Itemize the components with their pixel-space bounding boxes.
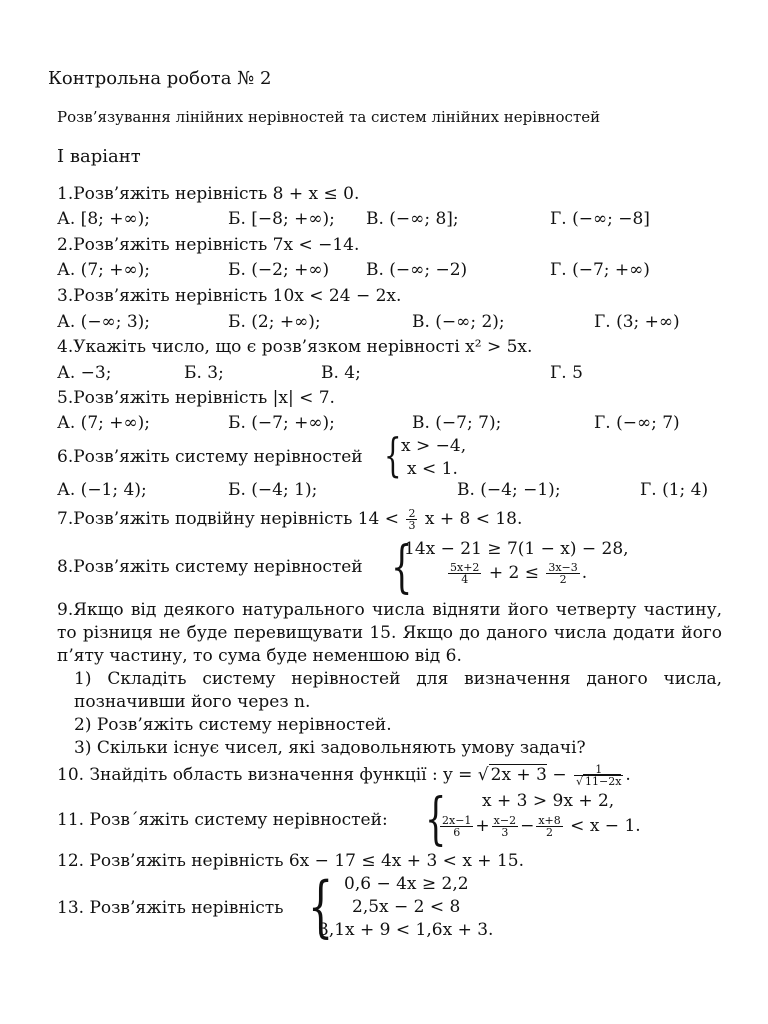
task-12-question: 12. Розв’яжіть нерівність 6x − 17 ≤ 4x + 3 < x + 15.	[57, 851, 524, 871]
task-1-option-b: Б. [−8; +∞);	[228, 209, 335, 229]
fraction-denominator: 2	[559, 573, 567, 586]
task-4-option-d: Г. 5	[550, 363, 583, 383]
task-7-question	[57, 508, 522, 531]
sqrt-radicand: 2x + 3	[490, 765, 547, 785]
sqrt-radicand: 11−2x	[584, 775, 622, 788]
task-1-question: 1.Розв’яжіть нерівність 8 + x ≤ 0.	[57, 184, 360, 204]
task-10-question	[57, 764, 631, 787]
fraction	[546, 562, 579, 585]
fraction	[536, 815, 562, 838]
task-4-option-a: А. −3;	[57, 363, 112, 383]
task-9-sub-1: 1) Складіть систему нерівностей для визначення даного числа, позначивши його через n.	[74, 669, 722, 712]
task-5-option-d: Г. (−∞; 7)	[594, 413, 680, 433]
sqrt-symbol: √	[477, 765, 489, 785]
task-2-option-a: А. (7; +∞);	[57, 260, 151, 280]
fraction	[492, 815, 518, 838]
task-9-paragraph	[57, 599, 722, 760]
system-brace: {	[391, 535, 413, 600]
task-13-system-line-1: 0,6 − 4x ≥ 2,2	[344, 874, 469, 894]
task-3-option-b: Б. (2; +∞);	[228, 312, 321, 332]
task-3-question: 3.Розв’яжіть нерівність 10x < 24 − 2x.	[57, 286, 402, 306]
fraction-denominator: 3	[501, 826, 509, 839]
task-8-mid: + 2 ≤	[488, 563, 539, 583]
fraction-numerator: 3x−3	[548, 561, 578, 574]
task-11-tail: < x − 1.	[570, 816, 641, 836]
task-2-option-d: Г. (−7; +∞)	[550, 260, 650, 280]
fraction-denominator: √ 11−2x	[575, 775, 622, 788]
page-title: Контрольна робота № 2	[48, 68, 272, 89]
task-11-system-line-1: x + 3 > 9x + 2,	[482, 791, 615, 811]
task-8-question: 8.Розв’яжіть систему нерівностей	[57, 557, 363, 577]
task-5-option-a: А. (7; +∞);	[57, 413, 151, 433]
task-6-system-line-2: x < 1.	[407, 459, 458, 479]
task-1-option-d: Г. (−∞; −8]	[550, 209, 650, 229]
fraction	[574, 764, 623, 787]
task-1-option-c: В. (−∞; 8];	[366, 209, 459, 229]
task-8-system-line-1: 14x − 21 ≥ 7(1 − x) − 28,	[404, 539, 629, 559]
task-13-system-line-2: 2,5x − 2 < 8	[352, 897, 461, 917]
page-subtitle: Розв’язування лінійних нерівностей та систем лінійних нерівностей	[57, 108, 601, 126]
task-6-option-c: В. (−4; −1);	[457, 480, 561, 500]
minus-sign: −	[552, 765, 567, 785]
task-5-option-b: Б. (−7; +∞);	[228, 413, 335, 433]
system-brace: {	[384, 428, 402, 482]
fraction-numerator: x+8	[538, 814, 561, 827]
system-brace: {	[425, 787, 447, 852]
task-4-question: 4.Укажіть число, що є розв’язком нерівності x² > 5x.	[57, 337, 533, 357]
task-2-option-c: В. (−∞; −2)	[366, 260, 468, 280]
variant-label: І варіант	[57, 146, 141, 167]
task-9-text: 9.Якщо від деякого натурального числа відняти його четверту частину, то різниця не буде перевищувати 15. Якщо до даного числа додати його п’яту частину, то сума буде неменшою від 6.	[57, 600, 722, 666]
fraction-numerator: 5x+2	[450, 561, 480, 574]
task-6-option-d: Г. (1; 4)	[640, 480, 709, 500]
task-10-text: 10. Знайдіть область визначення функції : y =	[57, 765, 473, 785]
task-4-option-b: Б. 3;	[184, 363, 224, 383]
task-3-option-d: Г. (3; +∞)	[594, 312, 680, 332]
system-brace: {	[308, 868, 334, 945]
task-7-fraction	[406, 508, 417, 531]
task-10-end: .	[625, 765, 631, 785]
task-9-sub-2: 2) Розв’яжіть систему нерівностей.	[74, 715, 392, 735]
task-6-option-b: Б. (−4; 1);	[228, 480, 318, 500]
task-8-system-line-2	[446, 562, 587, 585]
task-1-option-a: А. [8; +∞);	[57, 209, 151, 229]
fraction	[448, 562, 481, 585]
task-2-option-b: Б. (−2; +∞)	[228, 260, 330, 280]
task-11-question: 11. Розв´яжіть систему нерівностей:	[57, 810, 388, 830]
task-3-option-c: В. (−∞; 2);	[412, 312, 505, 332]
task-9-sub-3: 3) Скільки існує чисел, які задовольняють умову задачі?	[74, 738, 586, 758]
task-5-option-c: В. (−7; 7);	[412, 413, 502, 433]
fraction-numerator: x−2	[493, 814, 517, 827]
fraction-numerator: 2x−1	[442, 814, 472, 827]
task-6-option-a: А. (−1; 4);	[57, 480, 147, 500]
task-2-question: 2.Розв’яжіть нерівність 7x < −14.	[57, 235, 360, 255]
fraction-numerator: 1	[574, 764, 623, 776]
fraction-denominator: 2	[546, 826, 554, 839]
task-6-question: 6.Розв’яжіть систему нерівностей	[57, 447, 363, 467]
task-11-system-line-2: $\frac{2x-1}{6}$ + $\frac{x-2}{3}$ − $\frac{x+8}{2}$ < x − 1.	[442, 814, 641, 839]
task-3-option-a: А. (−∞; 3);	[57, 312, 151, 332]
fraction-denominator: 4	[461, 573, 469, 586]
fraction-numerator: 2	[408, 507, 416, 520]
task-6-system-line-1: x > −4,	[401, 436, 467, 456]
fraction	[440, 815, 473, 838]
fraction-denominator: 3	[408, 519, 416, 532]
task-5-question: 5.Розв’яжіть нерівність |x| < 7.	[57, 388, 335, 408]
task-4-option-c: В. 4;	[321, 363, 361, 383]
task-13-system-line-3: 3,1x + 9 < 1,6x + 3.	[318, 920, 494, 940]
task-7-tail: x + 8 < 18.	[424, 509, 523, 529]
fraction-denominator: 6	[453, 826, 461, 839]
task-13-question: 13. Розв’яжіть нерівність	[57, 898, 284, 918]
task-8-end: .	[581, 563, 588, 583]
task-7-text: 7.Розв’яжіть подвійну нерівність 14 <	[57, 509, 400, 529]
